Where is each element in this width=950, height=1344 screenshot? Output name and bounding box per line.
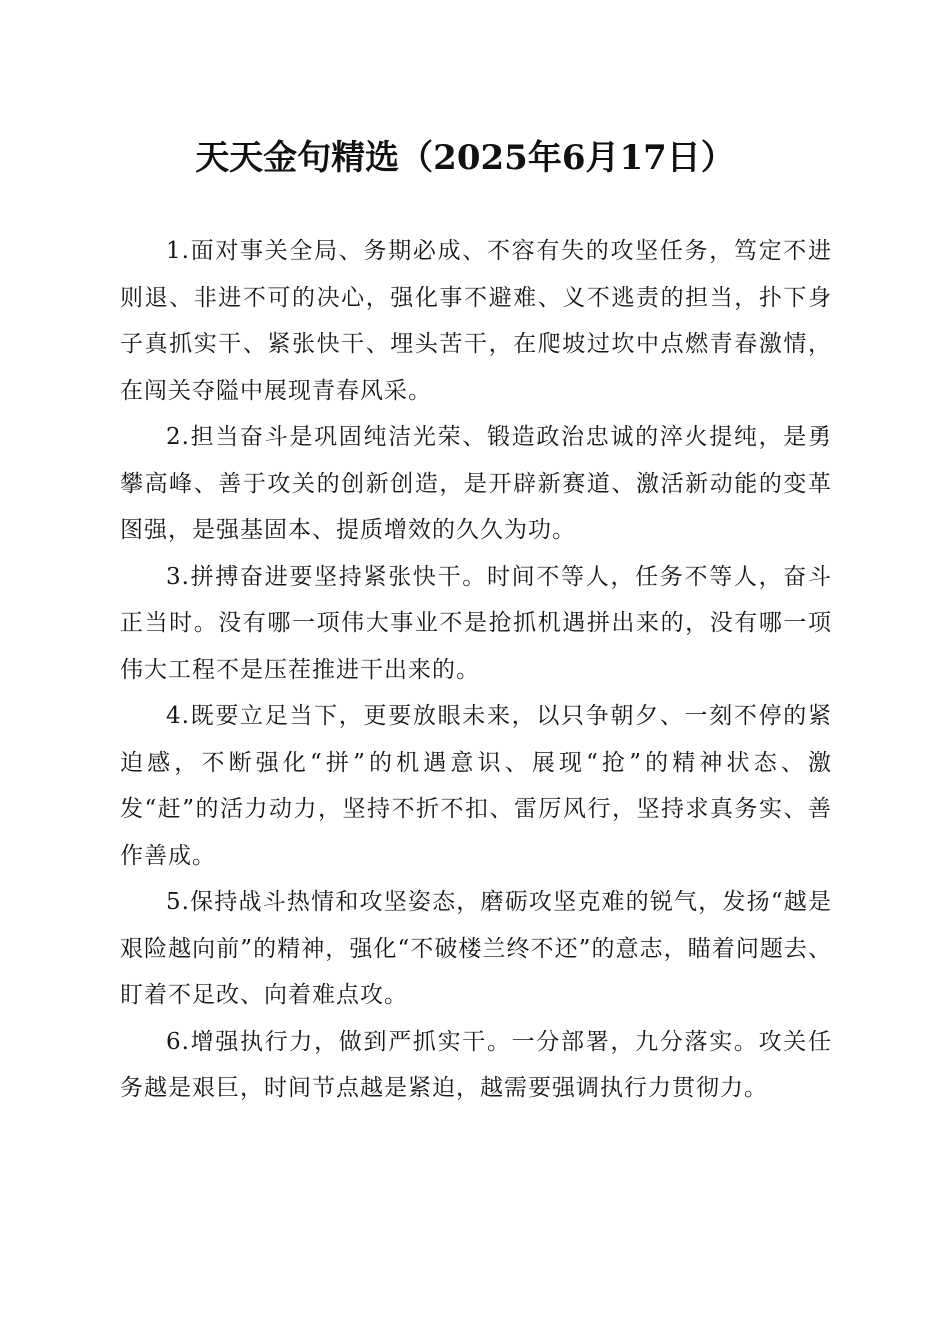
paragraph-1: 1.面对事关全局、务期必成、不容有失的攻坚任务，笃定不进则退、非进不可的决心，强化事不避难、义不逃责的担当，扑下身子真抓实干、紧张快干、埋头苦干，在爬坡过坎中点燃青春激情，在闯关夺隘中展现青春风采。 [120,238,832,404]
paragraph-4: 4.既要立足当下，更要放眼未来，以只争朝夕、一刻不停的紧迫感，不断强化“拼”的机遇意识、展现“抢”的精神状态、激发“赶”的活力动力，坚持不折不扣、雷厉风行，坚持求真务实、善作善成。 [120,703,832,869]
document-body [120,228,832,1112]
paragraph-6: 6.增强执行力，做到严抓实干。一分部署，九分落实。攻关任务越是艰巨，时间节点越是紧迫，越需要强调执行力贯彻力。 [120,1028,832,1101]
paragraph-3: 3.拼搏奋进要坚持紧张快干。时间不等人，任务不等人，奋斗正当时。没有哪一项伟大事业不是抢抓机遇拼出来的，没有哪一项伟大工程不是压茬推进干出来的。 [120,563,832,683]
paragraph-2: 2.担当奋斗是巩固纯洁光荣、锻造政治忠诚的淬火提纯，是勇攀高峰、善于攻关的创新创造，是开辟新赛道、激活新动能的变革图强，是强基固本、提质增效的久久为功。 [120,424,832,543]
page-title: 天天金句精选（2025年6月17日） [195,138,735,178]
paragraph-5: 5.保持战斗热情和攻坚姿态，磨砺攻坚克难的锐气，发扬“越是艰险越向前”的精神，强化“不破楼兰终不还”的意志，瞄着问题去、盯着不足改、向着难点攻。 [120,889,832,1008]
